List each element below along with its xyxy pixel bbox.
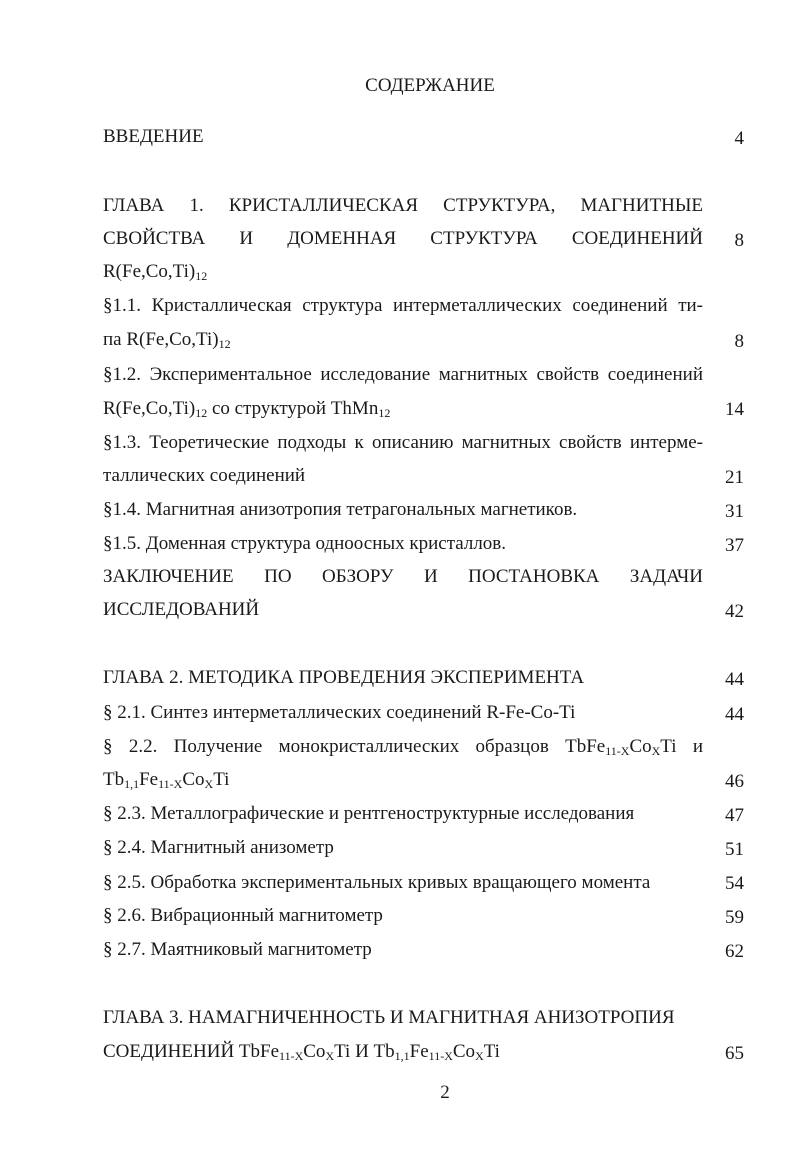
toc-text: Co	[452, 1041, 476, 1062]
toc-ch3-line2	[103, 1040, 703, 1064]
toc-s15-page: 37	[725, 535, 744, 556]
formula-subscript: 12	[195, 269, 208, 283]
toc-s22-page: 46	[725, 771, 744, 792]
formula-subscript: 11-X	[428, 1049, 453, 1063]
toc-ch1-line1: ГЛАВА 1. КРИСТАЛЛИЧЕСКАЯ СТРУКТУРА, МАГНИТНЫЕ	[103, 195, 703, 216]
toc-concl-page: 42	[725, 601, 744, 622]
toc-s23: § 2.3. Металлографические и рентгеноструктурные исследования	[103, 803, 635, 824]
formula-subscript: 12	[195, 406, 208, 420]
formula-subscript: 1,1	[394, 1049, 410, 1063]
toc-concl-line2: ИССЛЕДОВАНИЙ	[103, 599, 260, 620]
toc-concl-line1: ЗАКЛЮЧЕНИЕ ПО ОБЗОРУ И ПОСТАНОВКА ЗАДАЧИ	[103, 566, 703, 587]
toc-text: СОЕДИНЕНИЙ TbFe	[103, 1041, 280, 1062]
toc-text: Co	[303, 1041, 326, 1062]
toc-text: Fe	[139, 769, 159, 790]
toc-text: Co	[629, 736, 652, 757]
toc-s25: § 2.5. Обработка экспериментальных кривых вращающего момента	[103, 872, 651, 893]
toc-s13-line1: §1.3. Теоретические подходы к описанию магнитных свойств интерме-	[103, 432, 703, 453]
toc-s21: § 2.1. Синтез интерметаллических соединений R-Fe-Co-Ti	[103, 702, 576, 723]
toc-text: Tb	[103, 769, 125, 790]
toc-s11-line1: §1.1. Кристаллическая структура интерметаллических соединений ти-	[103, 295, 703, 316]
toc-text: Co	[182, 769, 205, 790]
toc-s25-page: 54	[725, 873, 744, 894]
toc-s24-page: 51	[725, 839, 744, 860]
formula-subscript: X	[651, 744, 661, 758]
toc-s13-line2: таллических соединений	[103, 465, 306, 486]
toc-s12-line2	[103, 397, 703, 421]
toc-text: Ti	[483, 1041, 500, 1062]
toc-s27: § 2.7. Маятниковый магнитометр	[103, 939, 372, 960]
toc-ch1-line2: СВОЙСТВА И ДОМЕННАЯ СТРУКТУРА СОЕДИНЕНИЙ	[103, 228, 703, 249]
toc-s13-page: 21	[725, 467, 744, 488]
toc-s14: §1.4. Магнитная анизотропия тетрагональных магнетиков.	[103, 499, 578, 520]
toc-intro: ВВЕДЕНИЕ	[103, 126, 204, 147]
toc-ch3-page: 65	[725, 1043, 744, 1064]
formula-subscript: X	[204, 777, 214, 791]
formula-subscript: 12	[378, 406, 391, 420]
toc-s26: § 2.6. Вибрационный магнитометр	[103, 905, 383, 926]
toc-s27-page: 62	[725, 941, 744, 962]
toc-text: § 2.2. Получение монокристаллических образцов TbFe	[103, 736, 606, 757]
toc-text: R(Fe,Co,Ti)	[103, 398, 196, 419]
toc-ch3-line1: ГЛАВА 3. НАМАГНИЧЕННОСТЬ И МАГНИТНАЯ АНИЗОТРОПИЯ	[103, 1007, 675, 1028]
toc-intro-page: 4	[734, 128, 744, 149]
toc-s14-page: 31	[725, 501, 744, 522]
formula-subscript: 11-X	[158, 777, 183, 791]
toc-s23-page: 47	[725, 805, 744, 826]
toc-s21-page: 44	[725, 704, 744, 725]
formula-subscript: 11-X	[279, 1049, 304, 1063]
toc-s15: §1.5. Доменная структура одноосных кристаллов.	[103, 533, 507, 554]
toc-text: Fe	[409, 1041, 429, 1062]
toc-s24: § 2.4. Магнитный анизометр	[103, 837, 334, 858]
formula-subscript: X	[475, 1049, 484, 1063]
formula-subscript: 12	[218, 337, 231, 351]
toc-s22-line1	[103, 735, 703, 759]
toc-ch1-page: 8	[734, 230, 744, 251]
toc-text: Ti И Tb	[334, 1041, 395, 1062]
formula-subscript: 1,1	[124, 777, 140, 791]
toc-text: со структурой ThMn	[207, 398, 379, 419]
toc-text: па R(Fe,Co,Ti)	[103, 329, 219, 350]
formula-text: R(Fe,Co,Ti)	[103, 261, 196, 282]
toc-s11-page: 8	[734, 331, 744, 352]
toc-s26-page: 59	[725, 907, 744, 928]
toc-text: Ti и	[660, 736, 703, 757]
toc-text: Ti	[213, 769, 230, 790]
toc-s22-line2	[103, 768, 703, 792]
toc-ch2: ГЛАВА 2. МЕТОДИКА ПРОВЕДЕНИЯ ЭКСПЕРИМЕНТА	[103, 667, 585, 688]
toc-ch1-line3	[103, 260, 703, 284]
toc-s11-line2	[103, 328, 703, 352]
toc-s12-line1: §1.2. Экспериментальное исследование магнитных свойств соединений	[103, 364, 703, 385]
formula-subscript: 11-X	[605, 744, 630, 758]
page-number: 2	[440, 1082, 450, 1103]
toc-s12-page: 14	[725, 399, 744, 420]
formula-subscript: X	[325, 1049, 335, 1063]
toc-ch2-page: 44	[725, 669, 744, 690]
page-title: СОДЕРЖАНИЕ	[365, 75, 495, 96]
